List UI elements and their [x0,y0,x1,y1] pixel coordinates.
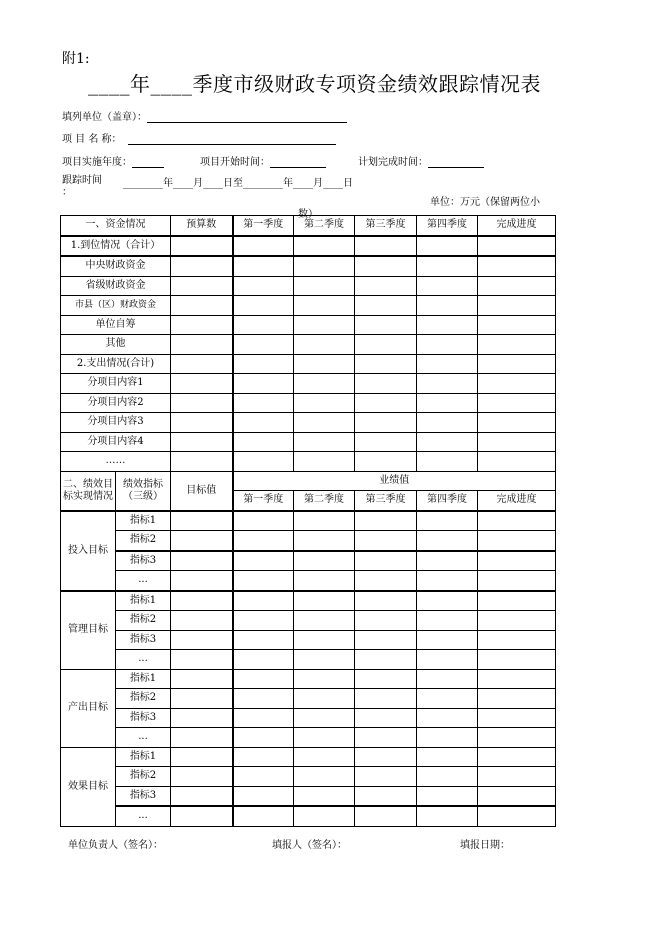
q3-cell[interactable] [355,511,417,531]
q1-cell[interactable] [233,728,294,748]
q3-cell[interactable] [355,335,417,355]
target-cell[interactable] [171,551,233,571]
q4-cell[interactable] [417,630,478,650]
project-name-label: 项 目 名 称： [62,134,122,145]
fund-row-label: 单位自筹 [61,315,171,335]
target-cell[interactable] [171,806,233,826]
perf-header-row-1 [61,471,556,491]
q3-cell[interactable] [355,747,417,767]
progress-cell[interactable] [478,708,556,728]
q1-cell[interactable] [233,689,294,709]
fund-row [61,256,556,276]
leader-signature-label: 单位负责人（签名）： [68,840,163,851]
unit-field[interactable] [147,112,347,123]
perf-header-q1: 第一季度 [233,491,294,511]
indicator-row [61,650,556,670]
q1-cell[interactable] [233,767,294,787]
q2-cell[interactable] [294,315,355,335]
q3-cell[interactable] [355,786,417,806]
progress-cell[interactable] [478,276,556,296]
progress-cell[interactable] [478,689,556,709]
q4-cell[interactable] [417,806,478,826]
indicator-row [61,591,556,611]
budget-cell[interactable] [171,296,233,316]
q2-cell[interactable] [294,432,355,452]
indicator-label: 指标2 [116,689,171,709]
q2-cell[interactable] [294,551,355,571]
fund-row-label: 分项目内容4 [61,432,171,452]
fill-date-label: 填报日期： [460,840,510,851]
budget-cell[interactable] [171,354,233,374]
target-cell[interactable] [171,630,233,650]
target-cell[interactable] [171,591,233,611]
indicator-label: 指标2 [116,767,171,787]
budget-cell[interactable] [171,236,233,257]
budget-cell[interactable] [171,276,233,296]
target-cell[interactable] [171,531,233,551]
q3-cell[interactable] [355,413,417,433]
progress-cell[interactable] [478,315,556,335]
q1-cell[interactable] [233,256,294,276]
q4-cell[interactable] [417,611,478,631]
budget-cell[interactable] [171,452,233,472]
q1-cell[interactable] [233,708,294,728]
funds-header-progress: 完成进度 [478,216,556,236]
indicator-row [61,571,556,591]
fund-row-label: 分项目内容2 [61,393,171,413]
q2-cell[interactable] [294,571,355,591]
q3-cell[interactable] [355,708,417,728]
q2-cell[interactable] [294,276,355,296]
q1-cell[interactable] [233,413,294,433]
q4-cell[interactable] [417,374,478,394]
q4-cell[interactable] [417,747,478,767]
q2-cell[interactable] [294,531,355,551]
fund-row [61,374,556,394]
funds-header-col1: 一、资金情况 [61,216,171,236]
indicator-label: 指标1 [116,591,171,611]
progress-cell[interactable] [478,747,556,767]
progress-cell[interactable] [478,630,556,650]
q2-cell[interactable] [294,236,355,257]
funds-header-row [61,216,556,236]
q4-cell[interactable] [417,393,478,413]
q2-cell[interactable] [294,452,355,472]
indicator-label: ... [116,806,171,826]
q2-cell[interactable] [294,354,355,374]
progress-cell[interactable] [478,611,556,631]
q1-cell[interactable] [233,354,294,374]
q3-cell[interactable] [355,630,417,650]
q4-cell[interactable] [417,767,478,787]
perf-header-progress: 完成进度 [478,491,556,511]
fund-row-label: 中央财政资金 [61,256,171,276]
q3-cell[interactable] [355,531,417,551]
q4-cell[interactable] [417,335,478,355]
fund-row [61,276,556,296]
fund-row-label: 市县（区）财政资金 [61,296,171,316]
unit-row [62,108,347,123]
budget-cell[interactable] [171,256,233,276]
planned-completion-label: 计划完成时间： [358,157,428,168]
q4-cell[interactable] [417,591,478,611]
q2-cell[interactable] [294,413,355,433]
funds-header-q3: 第三季度 [355,216,417,236]
performance-table [60,215,556,827]
indicator-label: ... [116,650,171,670]
fund-row-label: 2.支出情况(合计) [61,354,171,374]
q2-cell[interactable] [294,650,355,670]
q1-cell[interactable] [233,393,294,413]
goal-group-label: 产出目标 [61,669,116,747]
q4-cell[interactable] [417,650,478,670]
fund-row [61,393,556,413]
fund-row [61,354,556,374]
progress-cell[interactable] [478,236,556,257]
funds-header-q2: 第二季度 [294,216,355,236]
unit-note: 单位：万元（保留两位小 [430,197,540,208]
progress-cell[interactable] [478,669,556,689]
tracking-time-label: 跟踪时间 [62,175,102,186]
budget-cell[interactable] [171,374,233,394]
indicator-label: 指标3 [116,630,171,650]
q1-cell[interactable] [233,571,294,591]
target-cell[interactable] [171,611,233,631]
q4-cell[interactable] [417,786,478,806]
budget-cell[interactable] [171,393,233,413]
target-cell[interactable] [171,689,233,709]
q2-cell[interactable] [294,689,355,709]
implementation-year-row [62,153,164,168]
q2-cell[interactable] [294,786,355,806]
q2-cell[interactable] [294,669,355,689]
page-title: ____年____季度市级财政专项资金绩效跟踪情况表 [88,72,541,96]
q4-cell[interactable] [417,689,478,709]
goal-group-label: 管理目标 [61,591,116,670]
indicator-row [61,511,556,531]
fund-row [61,432,556,452]
perf-header-q3: 第三季度 [355,491,417,511]
budget-cell[interactable] [171,315,233,335]
progress-cell[interactable] [478,452,556,472]
fund-row [61,452,556,472]
q3-cell[interactable] [355,728,417,748]
progress-cell[interactable] [478,374,556,394]
q1-cell[interactable] [233,591,294,611]
q2-cell[interactable] [294,393,355,413]
target-cell[interactable] [171,650,233,670]
q2-cell[interactable] [294,806,355,826]
q2-cell[interactable] [294,767,355,787]
indicator-row [61,531,556,551]
q1-cell[interactable] [233,669,294,689]
q4-cell[interactable] [417,452,478,472]
q1-cell[interactable] [233,296,294,316]
funds-header-budget: 预算数 [171,216,233,236]
target-cell[interactable] [171,728,233,748]
q3-cell[interactable] [355,296,417,316]
target-cell[interactable] [171,511,233,531]
q2-cell[interactable] [294,335,355,355]
fund-row-label: 省级财政资金 [61,276,171,296]
q3-cell[interactable] [355,767,417,787]
fund-row [61,315,556,335]
fund-row-label: 分项目内容1 [61,374,171,394]
progress-cell[interactable] [478,551,556,571]
indicator-row [61,669,556,689]
indicator-label: 指标1 [116,511,171,531]
q3-cell[interactable] [355,354,417,374]
indicator-row [61,611,556,631]
q2-cell[interactable] [294,511,355,531]
progress-cell[interactable] [478,335,556,355]
q2-cell[interactable] [294,591,355,611]
indicator-label: 指标2 [116,531,171,551]
budget-cell[interactable] [171,335,233,355]
q1-cell[interactable] [233,551,294,571]
target-cell[interactable] [171,571,233,591]
indicator-row [61,689,556,709]
budget-cell[interactable] [171,413,233,433]
perf-header-col1: 二、绩效目标实现情况 [61,471,116,511]
funds-header-q4: 第四季度 [417,216,478,236]
target-cell[interactable] [171,767,233,787]
indicator-label: 指标1 [116,669,171,689]
q3-cell[interactable] [355,256,417,276]
start-time-label: 项目开始时间： [200,157,270,168]
q1-cell[interactable] [233,276,294,296]
progress-cell[interactable] [478,806,556,826]
implementation-year-field[interactable] [132,157,164,168]
implementation-year-label: 项目实施年度： [62,157,132,168]
q4-cell[interactable] [417,708,478,728]
fund-row-label: 其他 [61,335,171,355]
q1-cell[interactable] [233,315,294,335]
progress-cell[interactable] [478,767,556,787]
q3-cell[interactable] [355,452,417,472]
q1-cell[interactable] [233,806,294,826]
indicator-label: ... [116,728,171,748]
q4-cell[interactable] [417,551,478,571]
target-cell[interactable] [171,669,233,689]
q3-cell[interactable] [355,276,417,296]
q2-cell[interactable] [294,728,355,748]
progress-cell[interactable] [478,591,556,611]
q2-cell[interactable] [294,611,355,631]
perf-header-indicator: 绩效指标（三级） [116,471,171,511]
indicator-label: ... [116,571,171,591]
progress-cell[interactable] [478,786,556,806]
start-time-field[interactable] [270,157,326,168]
fund-row [61,236,556,257]
q4-cell[interactable] [417,236,478,257]
indicator-row [61,767,556,787]
q3-cell[interactable] [355,611,417,631]
tracking-range[interactable]: ________年____月____日至________年____月____日 [123,178,353,189]
indicator-row [61,747,556,767]
fund-row [61,296,556,316]
indicator-row [61,551,556,571]
q3-cell[interactable] [355,315,417,335]
indicator-row [61,786,556,806]
q1-cell[interactable] [233,236,294,257]
q1-cell[interactable] [233,432,294,452]
q3-cell[interactable] [355,689,417,709]
progress-cell[interactable] [478,571,556,591]
progress-cell[interactable] [478,531,556,551]
fund-row-label: …… [61,452,171,472]
q1-cell[interactable] [233,531,294,551]
progress-cell[interactable] [478,413,556,433]
q2-cell[interactable] [294,256,355,276]
q4-cell[interactable] [417,296,478,316]
q3-cell[interactable] [355,650,417,670]
unit-note-cont: 数） [298,209,318,220]
progress-cell[interactable] [478,650,556,670]
fund-row-label: 1.到位情况（合计） [61,236,171,257]
indicator-row [61,708,556,728]
fund-row [61,335,556,355]
progress-cell[interactable] [478,256,556,276]
q4-cell[interactable] [417,511,478,531]
attachment-label: 附1: [62,51,90,67]
fund-row-label: 分项目内容3 [61,413,171,433]
q4-cell[interactable] [417,354,478,374]
start-time-row [200,153,326,168]
goal-group-label: 投入目标 [61,511,116,591]
target-cell[interactable] [171,747,233,767]
q1-cell[interactable] [233,452,294,472]
progress-cell[interactable] [478,296,556,316]
q3-cell[interactable] [355,669,417,689]
filler-signature-label: 填报人（签名）： [272,840,347,851]
q3-cell[interactable] [355,374,417,394]
q3-cell[interactable] [355,551,417,571]
q1-cell[interactable] [233,747,294,767]
progress-cell[interactable] [478,511,556,531]
target-cell[interactable] [171,708,233,728]
indicator-label: 指标3 [116,551,171,571]
indicator-label: 指标3 [116,708,171,728]
q4-cell[interactable] [417,531,478,551]
q4-cell[interactable] [417,669,478,689]
q3-cell[interactable] [355,591,417,611]
tracking-colon: ： [62,187,72,198]
progress-cell[interactable] [478,354,556,374]
q1-cell[interactable] [233,786,294,806]
q3-cell[interactable] [355,393,417,413]
progress-cell[interactable] [478,393,556,413]
q4-cell[interactable] [417,432,478,452]
q3-cell[interactable] [355,806,417,826]
q2-cell[interactable] [294,374,355,394]
q4-cell[interactable] [417,315,478,335]
unit-label: 填列单位（盖章）： [62,112,147,123]
fund-row [61,413,556,433]
q3-cell[interactable] [355,432,417,452]
planned-completion-field[interactable] [428,157,484,168]
indicator-row [61,630,556,650]
q4-cell[interactable] [417,256,478,276]
q1-cell[interactable] [233,335,294,355]
q1-cell[interactable] [233,511,294,531]
indicator-label: 指标3 [116,786,171,806]
q4-cell[interactable] [417,571,478,591]
indicator-row [61,806,556,826]
project-name-row [62,130,336,145]
planned-completion-row [358,153,484,168]
indicator-label: 指标1 [116,747,171,767]
q1-cell[interactable] [233,374,294,394]
perf-header-q2: 第二季度 [294,491,355,511]
q2-cell[interactable] [294,296,355,316]
q4-cell[interactable] [417,276,478,296]
perf-header-q4: 第四季度 [417,491,478,511]
indicator-label: 指标2 [116,611,171,631]
progress-cell[interactable] [478,728,556,748]
q1-cell[interactable] [233,611,294,631]
q3-cell[interactable] [355,236,417,257]
q4-cell[interactable] [417,728,478,748]
indicator-row [61,728,556,748]
q4-cell[interactable] [417,413,478,433]
target-cell[interactable] [171,786,233,806]
project-name-field[interactable] [128,134,336,145]
funds-header-q1: 第一季度 [233,216,294,236]
q2-cell[interactable] [294,630,355,650]
perf-header-value: 业绩值 [233,471,556,491]
perf-header-target: 目标值 [171,471,233,511]
q1-cell[interactable] [233,630,294,650]
q3-cell[interactable] [355,571,417,591]
progress-cell[interactable] [478,432,556,452]
budget-cell[interactable] [171,432,233,452]
q1-cell[interactable] [233,650,294,670]
goal-group-label: 效果目标 [61,747,116,826]
q2-cell[interactable] [294,708,355,728]
q2-cell[interactable] [294,747,355,767]
